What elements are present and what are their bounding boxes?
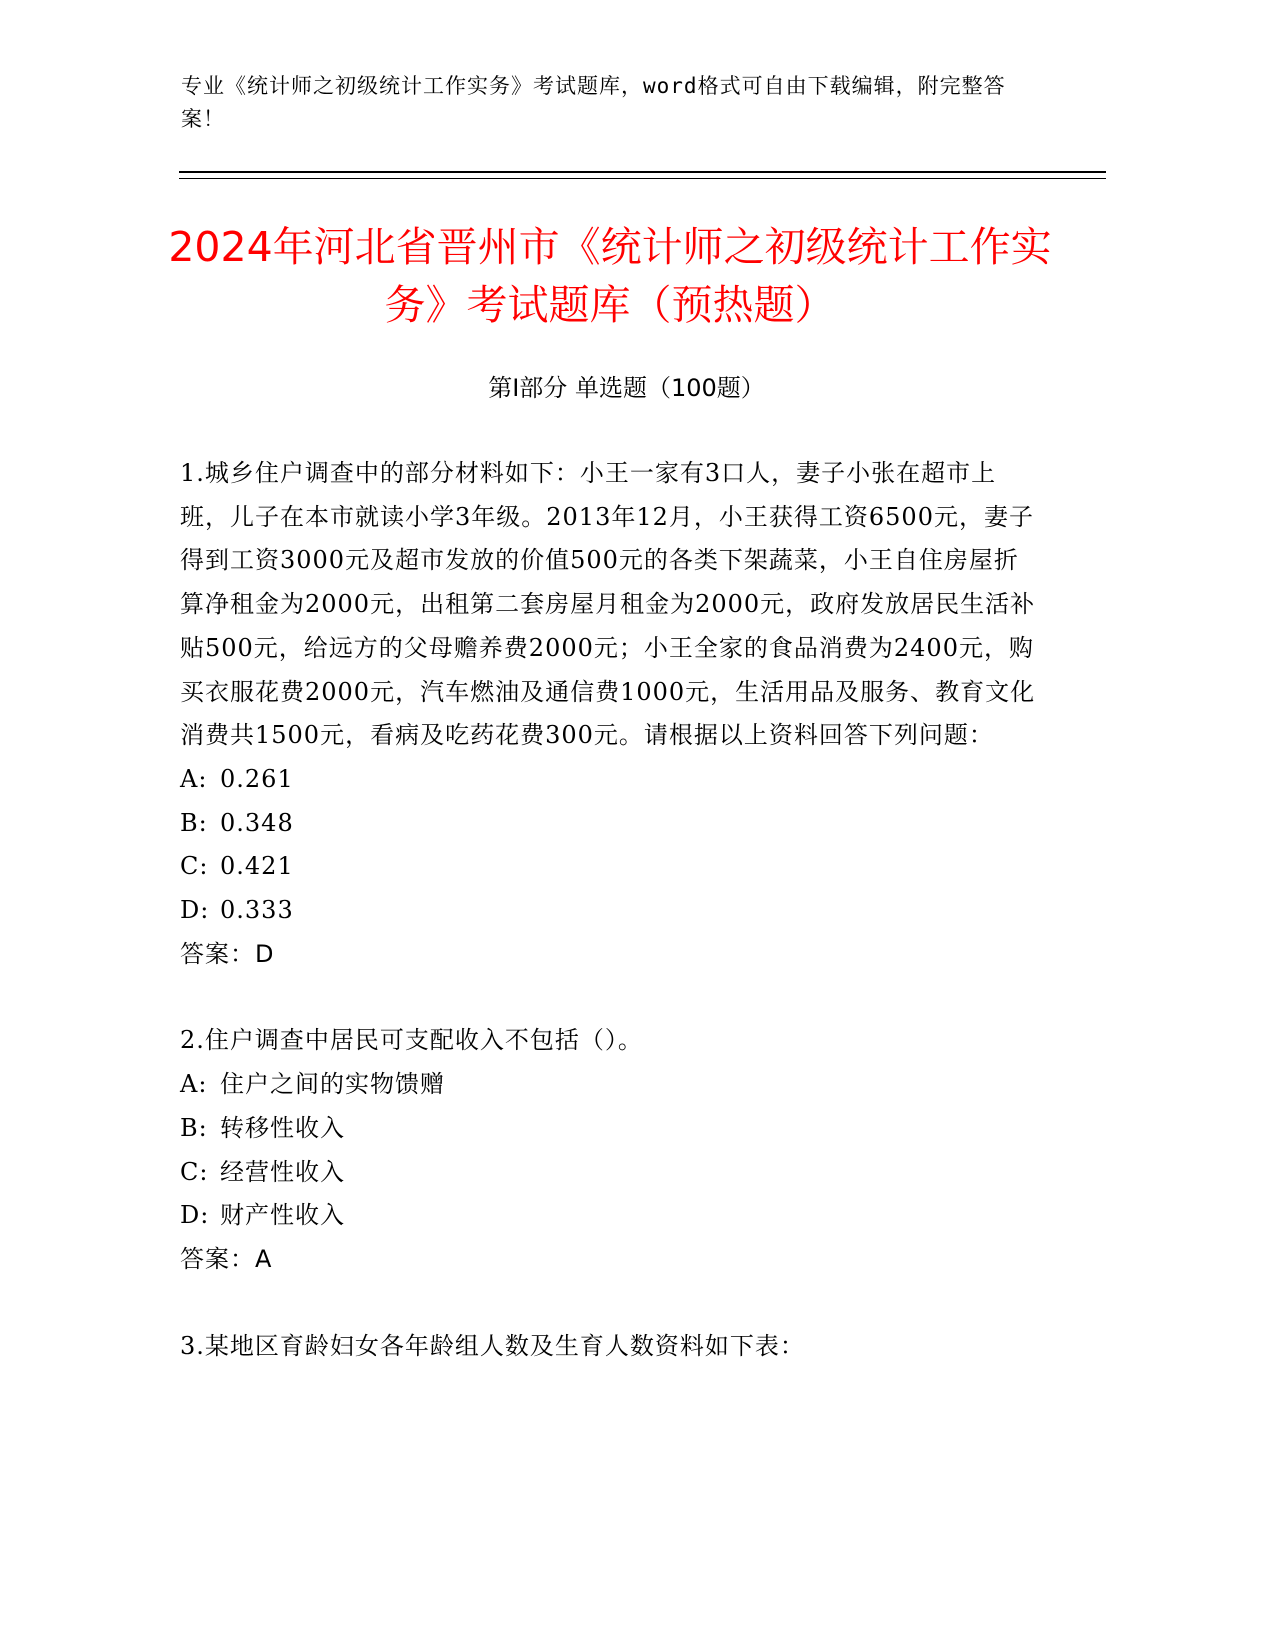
- option-letter: A:: [180, 764, 208, 793]
- option-text: 财产性收入: [220, 1201, 345, 1230]
- document-title: 2024年河北省晋州市《统计师之初级统计工作实务》考试题库（预热题）: [168, 223, 1052, 329]
- option-letter: C:: [180, 852, 209, 881]
- header-note: 专业《统计师之初级统计工作实务》考试题库，word格式可自由下载编辑，附完整答案！: [181, 74, 1006, 131]
- option-text: 0.261: [220, 764, 294, 793]
- option-letter: C:: [180, 1157, 209, 1186]
- header-divider-thin: [179, 178, 1106, 179]
- option-text: 0.333: [220, 896, 294, 925]
- question-text: 2.住户调查中居民可支配收入不包括（）。: [180, 1026, 643, 1055]
- answer: 答案：A: [180, 1244, 273, 1273]
- option-letter: A:: [180, 1070, 208, 1099]
- question-text: 1.城乡住户调查中的部分材料如下：小王一家有3口人，妻子小张在超市上班，儿子在本市就读小学3年级。2013年12月，小王获得工资6500元，妻子得到工资3000元及超市发放的价值500元的各类下架蔬菜，小王自住房屋折算净租金为2000元，出租第二套房屋月租金为2000元，政府发放居民生活补贴500元，给远方的父母赡养费2000元；小王全家的食品消费为2400元，购买衣服花费2000元，汽车燃油及通信费1000元，生活用品及服务、教育文化消费共1500元，看病及吃药花费300元。请根据以上资料回答下列问题：: [180, 459, 1036, 750]
- question-2: [180, 1019, 1040, 1281]
- question-3: [180, 1325, 1040, 1369]
- option-b: [180, 802, 1040, 846]
- question-text: 3.某地区育龄妇女各年龄组人数及生育人数资料如下表：: [180, 1331, 805, 1360]
- option-text: 0.348: [220, 808, 294, 837]
- option-c: [180, 845, 1040, 889]
- question-list: [180, 452, 1040, 1411]
- section-title: 第I部分 单选题（100题）: [488, 374, 765, 402]
- header-divider-thick: [179, 171, 1106, 173]
- option-text: 转移性收入: [220, 1113, 345, 1142]
- option-text: 经营性收入: [220, 1157, 345, 1186]
- option-d: [180, 1194, 1040, 1238]
- answer: 答案：D: [180, 939, 275, 968]
- option-letter: B:: [180, 1113, 208, 1142]
- option-a: [180, 1063, 1040, 1107]
- option-c: [180, 1151, 1040, 1195]
- option-text: 住户之间的实物馈赠: [220, 1070, 445, 1099]
- option-text: 0.421: [220, 852, 294, 881]
- question-1: [180, 452, 1040, 976]
- option-a: [180, 758, 1040, 802]
- option-letter: D:: [180, 1201, 210, 1230]
- option-letter: B:: [180, 808, 208, 837]
- option-b: [180, 1107, 1040, 1151]
- option-letter: D:: [180, 896, 210, 925]
- option-d: [180, 889, 1040, 933]
